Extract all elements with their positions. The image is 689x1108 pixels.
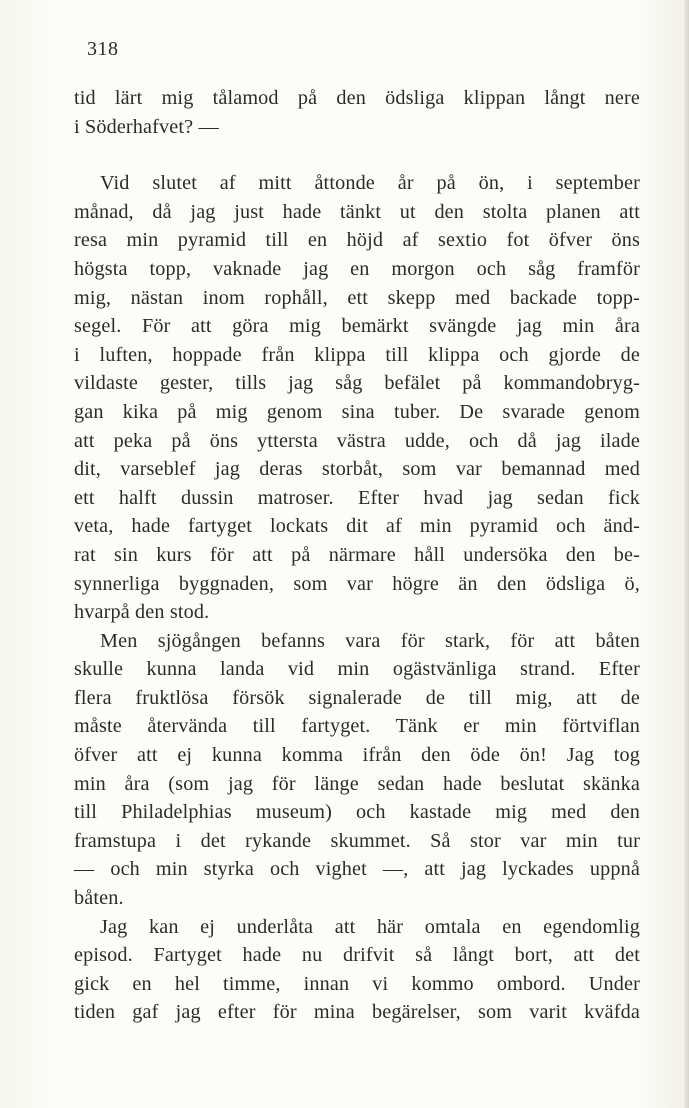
text-line: i luften, hoppade från klippa till klippa och gjorde de [74, 343, 640, 366]
text-line: båten. [74, 887, 124, 910]
text-line: episod. Fartyget hade nu drifvit så långt bort, att det [74, 944, 640, 967]
text-line: tid lärt mig tålamod på den ödsliga klippan långt nere [74, 87, 640, 109]
text-line: dit, varseblef jag deras storbåt, som var bemannad med [74, 458, 640, 481]
text-line: resa min pyramid till en höjd af sextio fot öfver öns [74, 229, 640, 252]
text-line: gan kika på mig genom sina tuber. De svarade genom [74, 400, 640, 423]
text-line: högsta topp, vaknade jag en morgon och såg framför [74, 257, 640, 280]
text-line: segel. För att göra mig bemärkt svängde jag min åra [74, 315, 640, 338]
text-line: min åra (som jag för länge sedan hade beslutat skänka [74, 772, 640, 795]
text-line: vildaste gester, tills jag såg befälet på kommandobryg- [74, 372, 640, 395]
text-line: i Söderhafvet? — [74, 115, 219, 138]
page-edge [684, 0, 689, 1108]
paragraph-gap [74, 141, 640, 169]
text-line: tiden gaf jag efter för mina begärelser, som varit kväfda [74, 1001, 640, 1024]
text-line: skulle kunna landa vid min ogästvänliga strand. Efter [74, 658, 640, 681]
text-line: mig, nästan inom rophåll, ett skepp med backade topp- [74, 286, 640, 309]
text-line: till Philadelphias museum) och kastade mig med den [74, 801, 640, 824]
text-line: synnerliga byggnaden, som var högre än den ödsliga ö, [74, 572, 640, 595]
text-line: rat sin kurs för att på närmare håll undersöka den be- [74, 543, 640, 566]
text-line: veta, hade fartyget lockats dit af min pyramid och änd- [74, 515, 640, 538]
text-line: hvarpå den stod. [74, 601, 210, 624]
text-line: framstupa i det rykande skummet. Så stor var min tur [74, 829, 640, 852]
text-line: måste återvända till fartyget. Tänk er min förtviflan [74, 715, 640, 738]
text-line: ett halft dussin matroser. Efter hvad jag sedan fick [74, 486, 640, 509]
text-line: gick en hel timme, innan vi kommo ombord. Under [74, 972, 640, 995]
text-line: månad, då jag just hade tänkt ut den stolta planen att [74, 200, 640, 223]
page-number: 318 [87, 38, 119, 60]
text-line: Men sjögången befanns vara för stark, för att båten [100, 629, 640, 652]
text-line: Jag kan ej underlåta att här omtala en egendomlig [100, 915, 640, 938]
text-line: Vid slutet af mitt åttonde år på ön, i september [100, 172, 640, 195]
text-line: — och min styrka och vighet —, att jag lyckades uppnå [74, 858, 640, 881]
body-text [74, 84, 640, 1027]
text-line: flera fruktlösa försök signalerade de till mig, att de [74, 686, 640, 709]
text-line: att peka på öns yttersta västra udde, och då jag ilade [74, 429, 640, 452]
text-line: öfver att ej kunna komma ifrån den öde ön! Jag tog [74, 744, 640, 767]
